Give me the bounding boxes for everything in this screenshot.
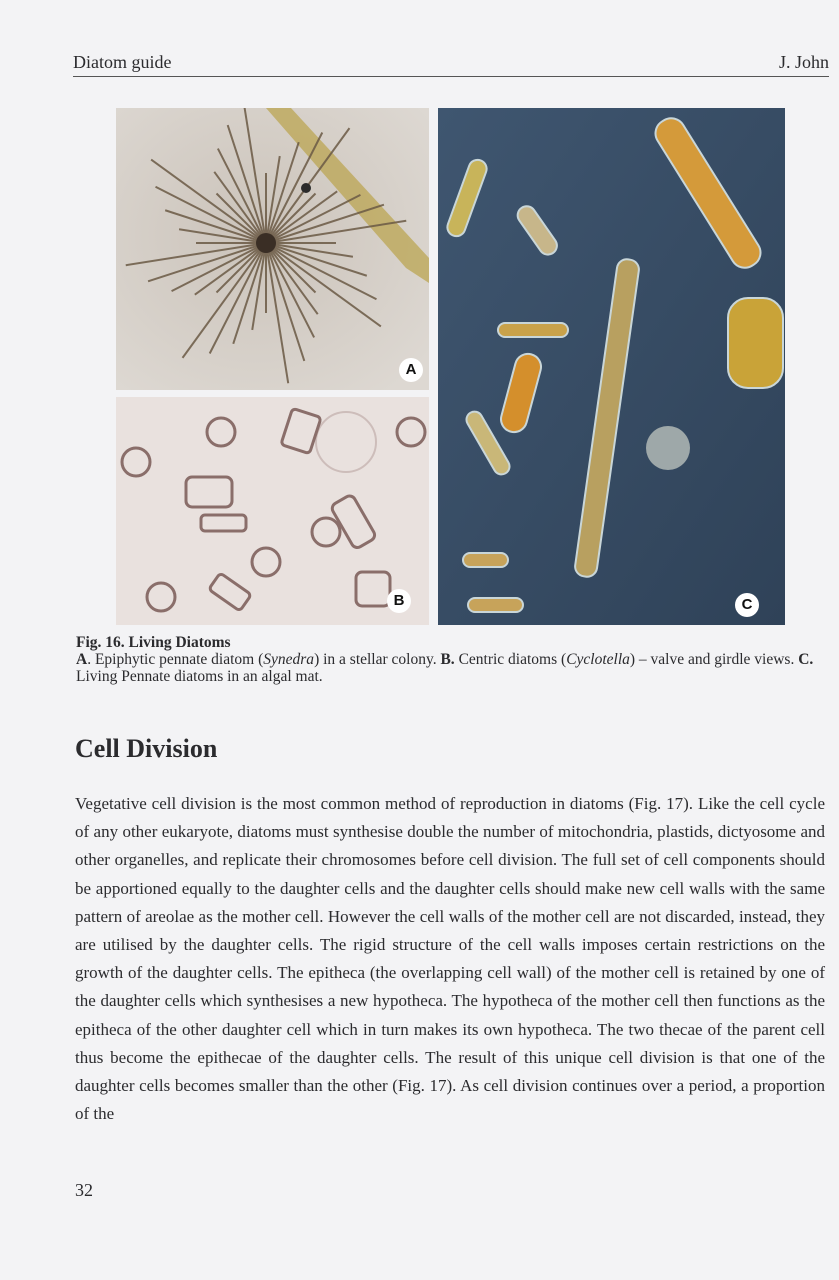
pennate-diatoms-photo [438, 108, 785, 625]
figure-caption [76, 634, 824, 685]
caption-italic-a: Synedra [263, 651, 315, 668]
stellar-colony-photo [116, 108, 429, 390]
caption-text-a1: . Epiphytic pennate diatom ( [87, 651, 264, 668]
running-header [73, 52, 829, 77]
panel-label-b: B [387, 589, 411, 613]
caption-text-c: Living Pennate diatoms in an algal mat. [76, 668, 323, 685]
header-author: J. John [778, 52, 829, 72]
figure-caption-text [76, 651, 824, 685]
panel-label-a: A [399, 358, 423, 382]
page-number: 32 [75, 1180, 93, 1200]
section-heading: Cell Division [75, 734, 218, 763]
header-book-title: Diatom guide [73, 52, 172, 72]
caption-text-a2: ) in a stellar colony. [314, 651, 441, 668]
caption-text-b2: ) – valve and girdle views. [629, 651, 799, 668]
caption-label-a: A [76, 651, 88, 668]
caption-italic-b: Cyclotella [566, 651, 630, 668]
caption-text-b1: Centric diatoms ( [454, 651, 567, 668]
panel-label-c: C [735, 593, 759, 617]
figure-panel-a [116, 108, 429, 390]
figure-caption-title: Fig. 16. Living Diatoms [76, 634, 231, 651]
centric-diatoms-photo [116, 397, 429, 625]
body-paragraph: Vegetative cell division is the most common method of reproduction in diatoms (Fig. 17). Like the cell cycle of any other eukaryote, diatoms must synthesise double the number of mitochondria, plastids, dictyosome and other organelles, and replicate their chromosomes before cell division. The full set of cell components should be apportioned equally to the daughter cells and the daughter cells should make new cell walls with the same pattern of areolae as the mother cell. However the cell walls of the mother cell are not discarded, instead, they are utilised by the daughter cells. The rigid structure of the cell walls imposes certain restrictions on the growth of the daughter cells. The epitheca (the overlapping cell wall) of the mother cell is retained by one of the daughter cells which synthesises a new hypotheca. The hypotheca of the mother cell then functions as the epitheca of the other daughter cell which in turn makes its own hypotheca. The two thecae of the parent cell thus become the epithecae of the daughter cells. The result of this unique cell division is that one of the daughter cells becomes smaller than the other (Fig. 17). As cell division continues over a period, a proportion of the [75, 794, 825, 1124]
caption-label-c: C. [798, 651, 814, 668]
figure-panel-c [438, 108, 785, 625]
caption-label-b: B. [440, 651, 455, 668]
figure-panel-b [116, 397, 429, 625]
